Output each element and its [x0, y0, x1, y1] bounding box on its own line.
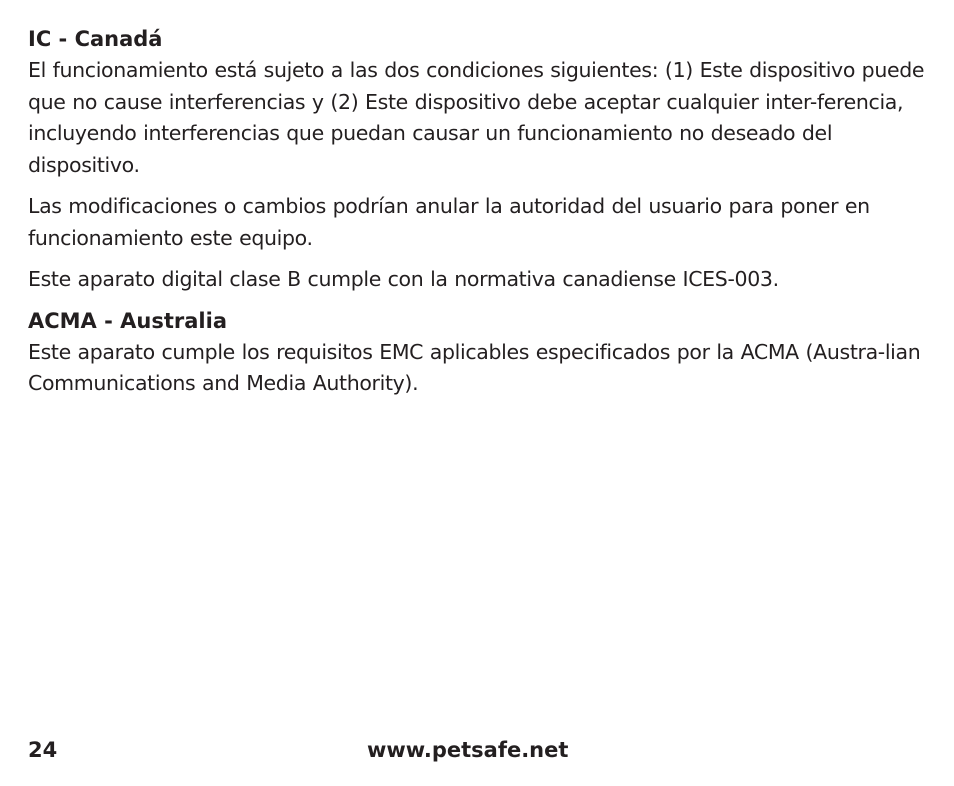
paragraph-acma-emc: Este aparato cumple los requisitos EMC aplicables especificados por la ACMA (Austra-lian Communications and Media Authority).	[28, 339, 921, 395]
paragraph-ic-modifications: Las modificaciones o cambios podrían anular la autoridad del usuario para poner en funcionamiento este equipo.	[28, 194, 870, 250]
section-heading-acma-australia: ACMA - Australia	[28, 308, 227, 333]
section-heading-ic-canada: IC - Canadá	[28, 27, 163, 51]
page-number: 24	[28, 738, 58, 762]
paragraph-ic-ices003: Este aparato digital clase B cumple con la normativa canadiense ICES-003.	[28, 267, 779, 291]
paragraph-ic-conditions: El funcionamiento está sujeto a las dos condiciones siguientes: (1) Este dispositivo puede que no cause interferencias y (2) Este dispositivo debe aceptar cualquier inter-ferencia, incluyendo interferencias que puedan causar un funcionamiento no deseado del dispositivo.	[28, 58, 925, 177]
footer-url: www.petsafe.net	[367, 738, 569, 762]
page-content	[28, 24, 933, 400]
